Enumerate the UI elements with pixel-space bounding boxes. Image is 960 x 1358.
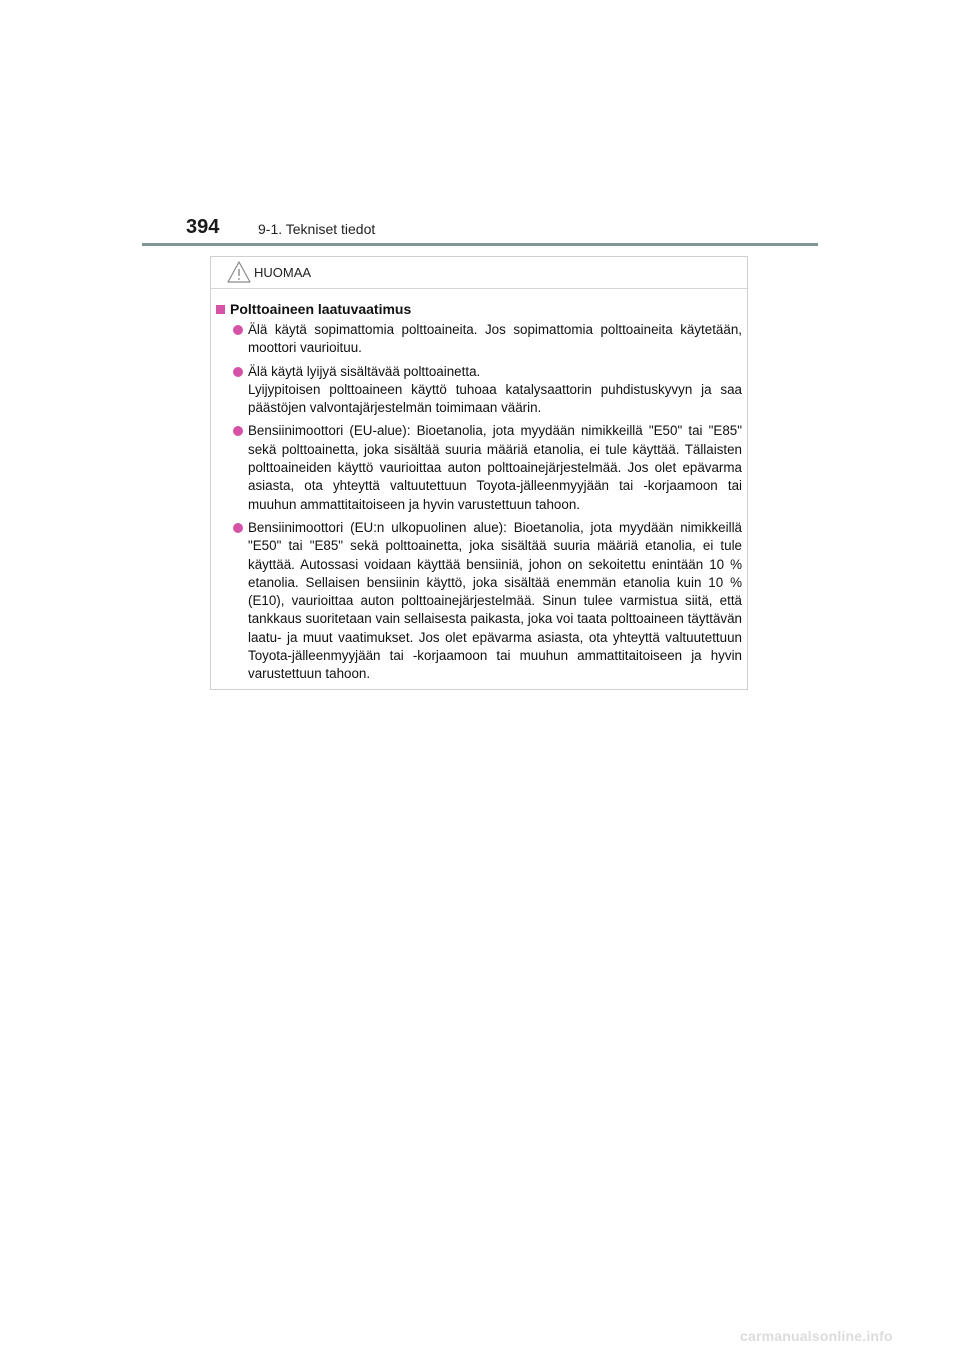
bullet-dot-icon: [233, 523, 243, 533]
list-item: [216, 422, 742, 513]
list-item-text: Bensiinimoottori (EU:n ulkopuolinen alue): Bioetanolia, jota myydään nimikkeillä "E50" tai "E85" sekä polttoainetta, joka sisältää suuria määriä etanolia, ei tule käyttää. Autossasi voidaan käyttää bensiiniä, johon on sekoitettu enintään 10 % etanolia. Sellaisen bensiinin käyttö, joka sisältää enemmän etanolia kuin 10 % (E10), vaurioittaa auton polttoainejärjestelmää. Sinun tulee varmistua siitä, että tankkaus suoritetaan vain sellaisesta paikasta, joka voi taata polttoaineen täyttävän laatu- ja muut vaatimukset. Jos olet epävarma asiasta, ota yhteyttä valtuutettuun Toyota-jälleenmyyjään tai -korjaamoon tai muuhun ammattitaitoiseen ja hyvin varustettuun tahoon.: [248, 519, 742, 682]
notice-body: [211, 289, 747, 684]
list-item-text: Bensiinimoottori (EU-alue): Bioetanolia, jota myydään nimikkeillä "E50" tai "E85" sekä polttoainetta, joka sisältää suuria määriä etanolia, ei tule käyttää. Tällaisten polttoaineiden käyttö vaurioittaa auton polttoainejärjestelmää. Jos olet epävarma asiasta, ota yhteyttä valtuutettuun Toyota-jälleenmyyjään tai -korjaamoon tai muuhun ammattitaitoiseen ja hyvin varustettuun tahoon.: [248, 423, 742, 512]
bullet-dot-icon: [233, 426, 243, 436]
notice-list: [216, 321, 742, 684]
bullet-dot-icon: [233, 325, 243, 335]
notice-header: [211, 257, 747, 289]
list-item-text: Älä käytä sopimattomia polttoaineita. Jos sopimattomia polttoaineita käytetään, moottori vaurioituu.: [248, 322, 742, 356]
list-item-text: Älä käytä lyijyä sisältävää polttoainetta.: [248, 363, 481, 379]
bullet-dot-icon: [233, 367, 243, 377]
notice-heading-text: Polttoaineen laatuvaatimus: [230, 301, 412, 317]
square-bullet-icon: [216, 305, 225, 314]
warning-triangle-icon: [226, 260, 252, 284]
list-item-text: Lyijypitoisen polttoaineen käyttö tuhoaa katalysaattorin puhdistuskyvyn ja saa päästöjen valvontajärjestelmän toimimaan väärin.: [248, 381, 742, 416]
notice-box: [210, 256, 748, 690]
notice-label: HUOMAA: [254, 265, 312, 280]
list-item: [216, 321, 742, 358]
section-title: 9-1. Tekniset tiedot: [258, 221, 376, 237]
list-item: [216, 519, 742, 684]
watermark: carmanualsonline.info: [740, 1328, 893, 1344]
list-item: [216, 363, 742, 418]
page-number: 394: [186, 216, 220, 238]
header-divider: [142, 243, 818, 246]
notice-heading: [216, 301, 742, 317]
